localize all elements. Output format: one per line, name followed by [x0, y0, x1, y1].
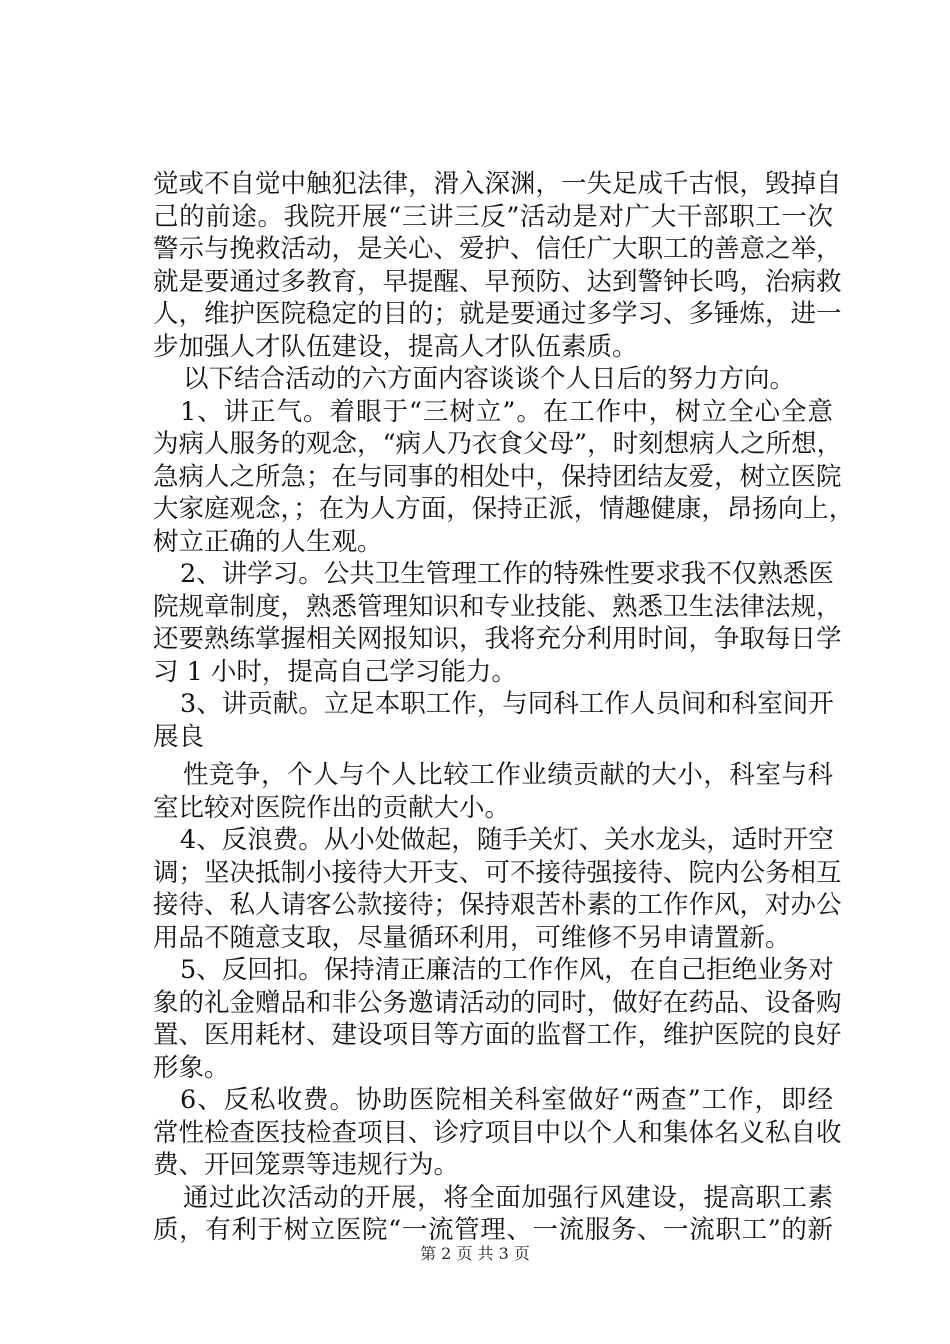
text-line: 调；坚决抵制小接待大开支、可不接待强接待、院内公务相互: [153, 857, 842, 888]
page-footer: 第 2 页 共 3 页: [420, 1244, 530, 1263]
text-line: 常性检查医技检查项目、诊疗项目中以个人和集体名义私自收: [153, 1117, 842, 1148]
paragraph-first-line: 6、反私收费。协助医院相关科室做好“两查”工作，即经: [180, 1085, 833, 1115]
text-line: 用品不随意支取，尽量循环利用，可维修不另申请置新。: [153, 922, 791, 953]
text-line: 觉或不自觉中触犯法律，滑入深渊，一失足成千古恨，毁掉自: [153, 169, 842, 199]
paragraph-first-line: 4、反浪费。从小处做起，随手关灯、关水龙头，适时开空: [180, 825, 834, 855]
text-line: 就是要通过多教育，早提醒、早预防、达到警钟长鸣，治病救: [153, 266, 842, 297]
text-line: 院规章制度，熟悉管理知识和专业技能、熟悉卫生法律法规，: [153, 591, 842, 622]
text-line: 置、医用耗材、建设项目等方面的监督工作，维护医院的良好: [153, 1020, 842, 1050]
text-line: 形象。: [153, 1052, 230, 1083]
text-line: 接待、私人请客公款接待；保持艰苦朴素的工作作风，对办公: [153, 890, 842, 920]
text-line: 步加强人才队伍建设，提高人才队伍素质。: [153, 331, 638, 362]
text-line: 质，有利于树立医院“一流管理、一流服务、一流职工”的新: [153, 1215, 833, 1245]
paragraph-first-line: 性竞争，个人与个人比较工作业绩贡献的大小，科室与科: [183, 760, 833, 790]
text-line: 室比较对医院作出的贡献大小。: [153, 792, 511, 823]
text-line: 人，维护医院稳定的目的；就是要通过多学习、多锤炼，进一: [153, 299, 842, 329]
paragraph-first-line: 3、讲贡献。立足本职工作，与同科工作人员间和科室间开: [180, 689, 834, 719]
text-line: 大家庭观念，；在为人方面，保持正派，情趣健康，昂扬向上，: [153, 494, 855, 524]
text-line: 展良: [153, 721, 205, 752]
paragraph-first-line: 2、讲学习。公共卫生管理工作的特殊性要求我不仅熟悉医: [180, 559, 834, 589]
text-line: 急病人之所急；在与同事的相处中，保持团结友爱，树立医院: [153, 461, 842, 492]
paragraph-first-line: 1、讲正气。着眼于“三树立”。在工作中，树立全心全意: [180, 396, 833, 427]
text-line: 象的礼金赠品和非公务邀请活动的同时，做好在药品、设备购: [153, 987, 842, 1018]
text-line: 己的前途。我院开展“三讲三反”活动是对广大干部职工一次: [153, 201, 833, 232]
paragraph-first-line: 通过此次活动的开展，将全面加强行风建设，提高职工素: [183, 1182, 833, 1213]
text-line: 树立正确的人生观。: [153, 526, 383, 557]
text-line: 费、开回笼票等违规行为。: [153, 1150, 460, 1180]
text-line: 警示与挽救活动，是关心、爱护、信任广大职工的善意之举，: [153, 234, 842, 264]
document-body: [153, 168, 855, 1247]
text-line: 为病人服务的观念，“病人乃衣食父母”，时刻想病人之所想，: [153, 429, 843, 459]
text-line: 习 1 小时，提高自己学习能力。: [153, 656, 517, 687]
paragraph-first-line: 5、反回扣。保持清正廉洁的工作作风，在自己拒绝业务对: [180, 955, 834, 985]
paragraph-first-line: 以下结合活动的六方面内容谈谈个人日后的努力方向。: [183, 364, 796, 394]
text-line: 还要熟练掌握相关网报知识，我将充分利用时间，争取每日学: [153, 624, 842, 654]
